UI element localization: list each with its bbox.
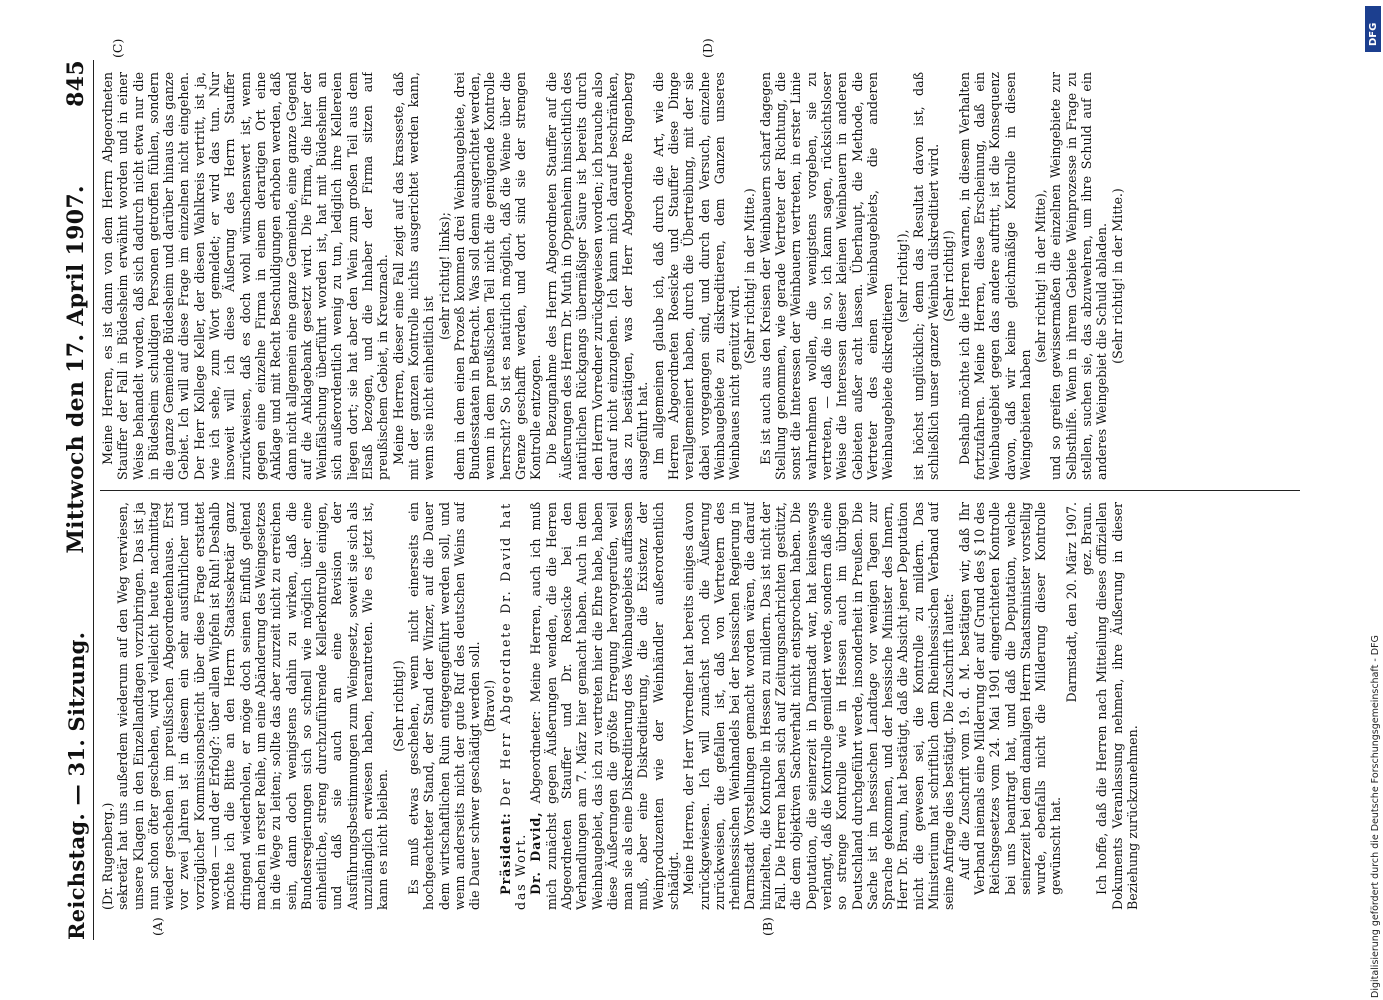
header-left: Reichstag. — 31. Sitzung. xyxy=(64,631,89,940)
speaker-label: Dr. David, xyxy=(528,811,544,895)
digitization-credit: Digitalisierung gefördert durch die Deutsche Forschungsgemeinschaft - DFG xyxy=(1370,635,1381,998)
margin-marker-c: (C) xyxy=(110,38,125,58)
speaker-note: (Dr. Rugenberg.) xyxy=(100,802,115,910)
paragraph: sekretär hat uns außerdem wiederum auf den Weg verwiesen, unsere Klagen in den Einzellandtagen vorzubringen. Das ist ja nun schon öfter geschehen, wird vielleicht heute nachmittag wieder geschehen im preußischen Abgeordnetenhause. Erst vor zwei Jahren ist in diesem ein sehr ausführlicher und vorzüglicher Kommissionsbericht über diese Frage erstattet worden — und der Erfolg?: über allen Wipfeln ist Ruh! Deshalb möchte ich die Bitte an den Herrn Staatssekretär ganz dringend wiederholen, er möge doch seinen Einfluß geltend machen in erster Reihe, um eine Abänderung des Weingesetzes in die Wege zu leiten; sollte das aber zurzeit nicht zu erreichen sein, dann doch wenigstens dahin zu wirken, daß die Bundesregierungen sich so schnell wie möglich über eine einheitliche, streng durchzuführende Kellerkontrolle einigen, und daß sie auch an eine Revision der Ausführungsbestimmungen zum Weingesetz, soweit sie sich als unzulänglich erwiesen haben, herantreten. Wie es jetzt ist, kann es nicht bleiben. xyxy=(115,502,391,910)
president-label: Präsident: xyxy=(497,812,513,895)
paragraph: Die Bezugnahme des Herrn Abgeordneten Stauffer auf die Äußerungen des Herrn Dr. Muth in Oppenheim hinsichtlich des natürlichen Rückgangs übermäßiger Säure ist bereits durch den Herrn Vorredner zurückgewiesen worden; ich brauche also darauf nicht einzugehen. Ich kann mich darauf beschränken, das zu bestätigen, was der Herr Abgeordnete Rugenberg ausgeführt hat. xyxy=(543,72,651,480)
paragraph: Deshalb möchte ich die Herren warnen, in diesem Verhalten fortzufahren. Meine Herren, diese Erscheinung, daß ein Weinbaugebiet gegen das andere auftritt, ist die Konsequenz davon, daß wir keine gleichmäßige Kontrolle in diesen Weingebieten haben xyxy=(956,72,1033,480)
president-text: Der Herr Abgeordnete Dr. David hat das Wort. xyxy=(497,502,529,910)
interjection: (Sehr richtig! in der Mitte.) xyxy=(1109,188,1125,364)
paragraph: Meine Herren, der Herr Vorredner hat bereits einiges davon zurückgewiesen. Ich will zunächst noch die Äußerung zurückweisen, die gefallen ist, daß von Vertretern des rheinhessischen Weinhandels bei der hessischen Regierung in Darmstadt Vorstellungen gemacht worden wären, die darauf hinzielten, die Kontrolle in Hessen zu mildern. Das ist nicht der Fall. Die Herren haben sich auf Zeitungsnachrichten gestützt, die dem objektiven Sachverhalt nicht entsprochen haben. Die Deputation, die seinerzeit in Darmstadt war, hat keineswegs verlangt, daß die Kontrolle gemildert werde, sondern daß eine so strenge Kontrolle wie in Hessen auch im übrigen Deutschland durchgeführt werde, insonderheit in Preußen. Die Sache ist im hessischen Landtage vor wenigen Tagen zur Sprache gekommen, und der hessische Minister des Innern, Herr Dr. Braun, hat bestätigt, daß die Absicht jener Deputation nicht die gewesen sei, die Kontrolle zu mildern. Das Ministerium hat schriftlich dem Rheinhessischen Verband auf seine Anfrage dies bestätigt. Die Zuschrift lautet: xyxy=(681,502,957,910)
interjection: (sehr richtig! in der Mitte), xyxy=(1033,189,1049,363)
paragraph: Es muß etwas geschehen, wenn nicht einerseits ein hochgeachteter Stand, der Stand der Winzer, auf die Dauer dem wirtschaftlichen Ruin entgegengeführt werden soll, und wenn anderseits nicht der gute Ruf des deutschen Weins auf die Dauer schwer geschädigt werden soll. xyxy=(405,502,483,910)
paragraph: Meine Herren, dieser eine Fall zeigt auf das krasseste, daß mit der ganzen Kontrolle nichts ausgerichtet werden kann, wenn sie nicht einheitlich ist xyxy=(390,72,437,480)
margin-marker-a: (A) xyxy=(150,917,165,936)
interjection: (Sehr richtig!) xyxy=(390,660,406,752)
left-column xyxy=(100,502,1315,910)
header-rule xyxy=(93,60,94,940)
interjection: (sehr richtig! links); xyxy=(436,212,452,340)
interjection: (Sehr richtig!) xyxy=(941,230,957,322)
paragraph: Es ist auch aus den Kreisen der Weinbauern scharf dagegen Stellung genommen, wie gerade Vertreter der Richtung, die sonst die Interessen der Weinbauern vertreten, in erster Linie wahrnehmen wollen, die wenigstens vorgeben, sie zu vertreten, — daß die in so, ich kann sagen, rücksichtsloser Weise die Interessen dieser kleinen Weinbauern in anderen Gebieten außer acht lassen. Überhaupt, die Methode, die Vertreter des einen Weinbaugebiets, die anderen Weinbaugebiete diskreditieren xyxy=(757,72,896,480)
margin-marker-b: (B) xyxy=(760,917,775,936)
paragraph: Ich hoffe, daß die Herren nach Mitteilung dieses offiziellen Dokuments Veranlassung nehmen, ihre Äußerung in dieser Beziehung zurückzunehmen. xyxy=(1094,502,1140,910)
speech-text: Abgeordneter: Meine Herren, auch ich muß mich zunächst gegen Äußerungen wenden, die die Herren Abgeordneten Stauffer und Dr. Roesicke bei den Verhandlungen am 7. März hier gemacht haben. Auch in dem Weinbaugebiet, das ich zu vertreten hier die Ehre habe, haben diese Äußerungen die größte Erregung hervorgerufen, weil man sie als eine Diskreditierung des Weinbaugebiets auffassen muß, aber eine Diskreditierung, die die Existenz der Weinproduzenten wie der Weinhändler außerordentlich schädigt. xyxy=(528,502,681,910)
quoted-letter: Auf die Zuschrift vom 19. d. M. bestätigen wir, daß Ihr Verband niemals eine Milderung der auf Grund des § 10 des Reichsgesetzes vom 24. Mai 1901 eingerichteten Kontrolle bei uns beantragt hat, und daß die Deputation, welche seinerzeit bei dem damaligen Herrn Staatsminister vorstellig wurde, ebenfalls nicht die Milderung dieser Kontrolle gewünscht hat. xyxy=(956,502,1064,895)
interjection: (Bravo!) xyxy=(482,679,498,733)
right-column xyxy=(100,72,1315,480)
paragraph: Im allgemeinen glaube ich, daß durch die Art, wie die Herren Abgeordneten Roesicke und Stauffer diese Dinge verallgemeinert haben, durch die Übertreibung, mit der sie dabei vorgegangen sind, und durch den Versuch, einzelne Weinbaugebiete zu diskreditieren, dem Ganzen unseres Weinbaues nicht genützt wird. xyxy=(650,72,743,480)
paragraph: denn in dem einen Prozeß kommen drei Weinbaugebiete, drei Bundesstaaten in Betracht. Was soll denn ausgerichtet werden, wenn in dem preußischen Teil nicht die genügende Kontrolle herrscht? So ist es natürlich möglich, daß die Weine über die Grenze geschafft werden, und dort sind sie der strengen Kontrolle entzogen. xyxy=(451,72,544,480)
header-date: Mittwoch den 17. April 1907. xyxy=(63,185,89,554)
quote-place-date: Darmstadt, den 20. März 1907. xyxy=(1063,502,1079,703)
running-header xyxy=(55,60,89,940)
dfg-logo: DFG xyxy=(1365,6,1381,52)
column-rule xyxy=(100,490,1300,491)
speech-paragraph xyxy=(528,502,681,910)
interjection: (sehr richtig!), xyxy=(895,229,911,323)
paragraph: und so greifen gewissermaßen die einzelnen Weingebiete zur Selbsthilfe. Wenn in ihrem Gebiete Weinprozesse in Frage zu stellen, suchen sie, das abzuwehren, um ihre Schuld auf ein anderes Weingebiet die Schuld abladen. xyxy=(1048,72,1110,480)
interjection: (Sehr richtig! in der Mitte.) xyxy=(742,188,758,364)
page-number: 845 xyxy=(63,60,89,107)
president-paragraph xyxy=(498,502,529,910)
paragraph: ist höchst unglücklich; denn das Resultat davon ist, daß schließlich unser ganzer Weinbau diskreditiert wird. xyxy=(910,72,942,480)
margin-marker-d: (D) xyxy=(700,38,715,58)
quote-signature: gez. Braun. xyxy=(1079,502,1094,576)
paragraph: Meine Herren, es ist dann von dem Herrn Abgeordneten Stauffer der Fall in Büdesheim erwähnt worden und in einer Weise behandelt worden, daß sich dadurch nicht etwa nur die in Büdesheim schuldigen Personen getroffen fühlen, sondern die ganze Gemeinde Büdesheim und darüber hinaus das ganze Gebiet. Ich will auf diese Frage im einzelnen nicht eingehen. Der Herr Kollege Keller, der diesen Wahlkreis vertritt, ist ja, wie ich sehe, zum Wort gemeldet; er wird das tun. Nur insoweit will ich diese Äußerung des Herrn Stauffer zurückweisen, daß es doch wohl wünschenswert ist, wenn gegen eine einzelne Firma in einem derartigen Ort eine Anklage und mit Recht Beschuldigungen erhoben werden, daß dann nicht allgemein eine ganze Gemeinde, eine ganze Gegend auf die Anklagebank gesetzt wird. Die Firma, die hier der Weinfälschung überführt worden ist, hat mit Büdesheim an sich außerordentlich wenig zu tun, lediglich ihre Kellereien liegen dort; sie hat aber den Wein zum großen Teil aus dem Elsaß bezogen, und die Inhaber der Firma sitzen auf preußischem Gebiet, in Kreuznach. xyxy=(100,72,391,480)
